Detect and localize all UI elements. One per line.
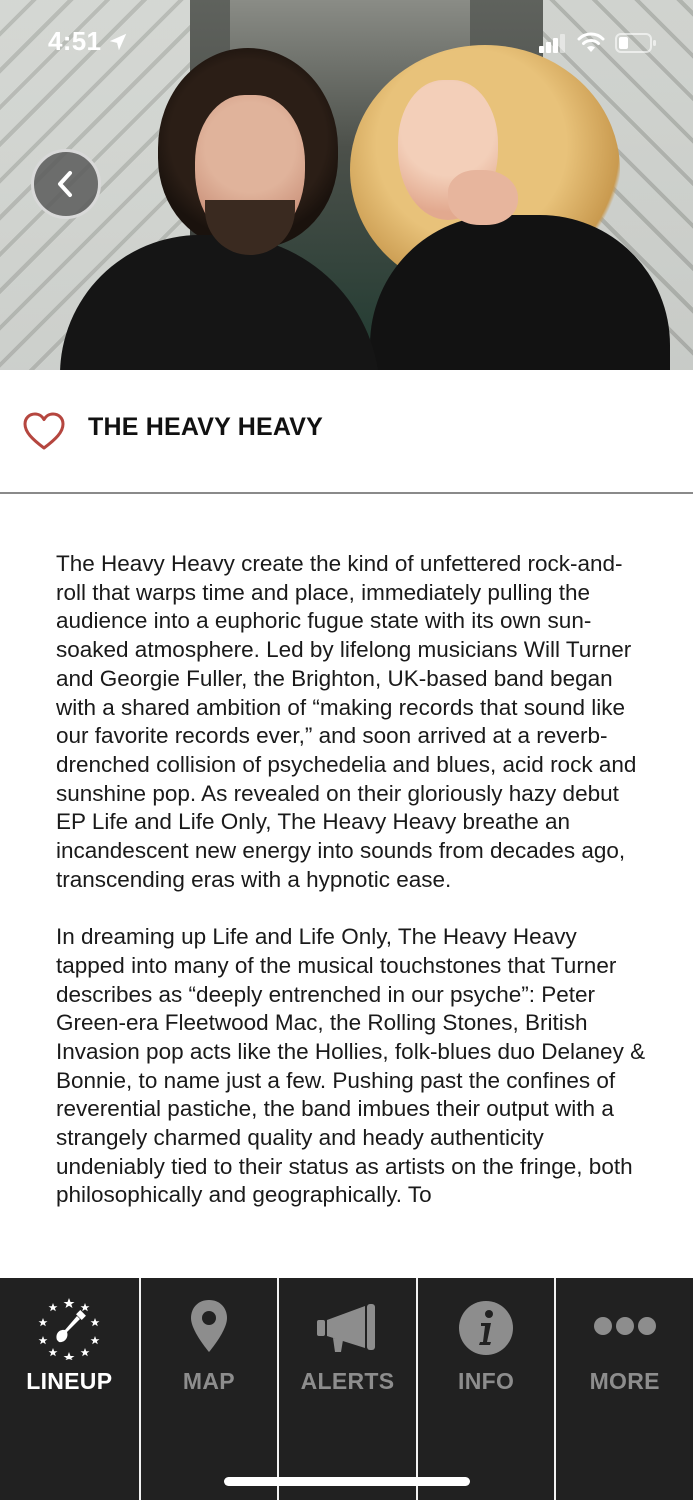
artist-name: THE HEAVY HEAVY xyxy=(88,413,323,441)
tab-label: LINEUP xyxy=(26,1368,113,1394)
home-indicator xyxy=(224,1477,470,1486)
tab-lineup[interactable] xyxy=(0,1278,139,1500)
tab-alerts[interactable] xyxy=(277,1278,416,1500)
info-icon xyxy=(454,1296,518,1360)
battery-icon xyxy=(615,32,657,54)
favorite-heart-icon[interactable] xyxy=(22,411,66,451)
bio-paragraph: In dreaming up Life and Life Only, The Heavy Heavy tapped into many of the musical touchstones that Turner describes as “deeply entrenched in our psyche”: Peter Green-era Fleetwood Mac, the Rolling Stones, British Invasion pop acts like the Hollies, folk-blues duo Delaney & Bonnie, to name just a few. Pushing past the confines of reverential pastiche, the band imbues their output with a strangely charmed quality and heady authenticity undeniably tied to their status as artists on the fringe, both philosophically and geographically. To xyxy=(56,924,646,1208)
tab-label: MORE xyxy=(589,1368,660,1394)
tab-label: INFO xyxy=(458,1368,515,1394)
megaphone-icon xyxy=(315,1296,379,1360)
tab-bar xyxy=(0,1278,693,1500)
tab-label: MAP xyxy=(182,1368,235,1394)
location-arrow-icon xyxy=(107,31,129,53)
bio-paragraph: The Heavy Heavy create the kind of unfettered rock-and-roll that warps time and place, immediately pulling the audience into a euphoric fugue state with its own sun-soaked atmosphere. Led by lifelong musicians Will Turner and Georgie Fuller, the Brighton, UK-based band began with a shared ambition of “making records that sound like our favorite records ever,” and soon arrived at a reverb-drenched collision of psychedelia and blues, acid rock and sunshine pop. As revealed on their gloriously hazy debut EP Life and Life Only, The Heavy Heavy breathe an incandescent new energy into sounds from decades ago, transcending eras with a hypnotic ease. xyxy=(56,551,637,892)
tab-more[interactable] xyxy=(554,1278,693,1500)
tab-label: ALERTS xyxy=(300,1368,395,1394)
status-icons xyxy=(539,32,657,54)
lineup-icon xyxy=(37,1296,101,1360)
artist-header xyxy=(0,370,693,494)
artist-bio xyxy=(56,550,646,1278)
more-dots-icon xyxy=(585,1296,665,1360)
map-pin-icon xyxy=(177,1296,241,1360)
wifi-icon xyxy=(577,32,605,54)
cellular-signal-icon xyxy=(539,33,567,53)
status-time xyxy=(48,26,129,57)
back-button[interactable] xyxy=(31,149,101,219)
tab-info[interactable] xyxy=(416,1278,555,1500)
chevron-left-icon xyxy=(53,169,79,199)
tab-map[interactable] xyxy=(139,1278,278,1500)
status-time-text: 4:51 xyxy=(48,26,102,56)
